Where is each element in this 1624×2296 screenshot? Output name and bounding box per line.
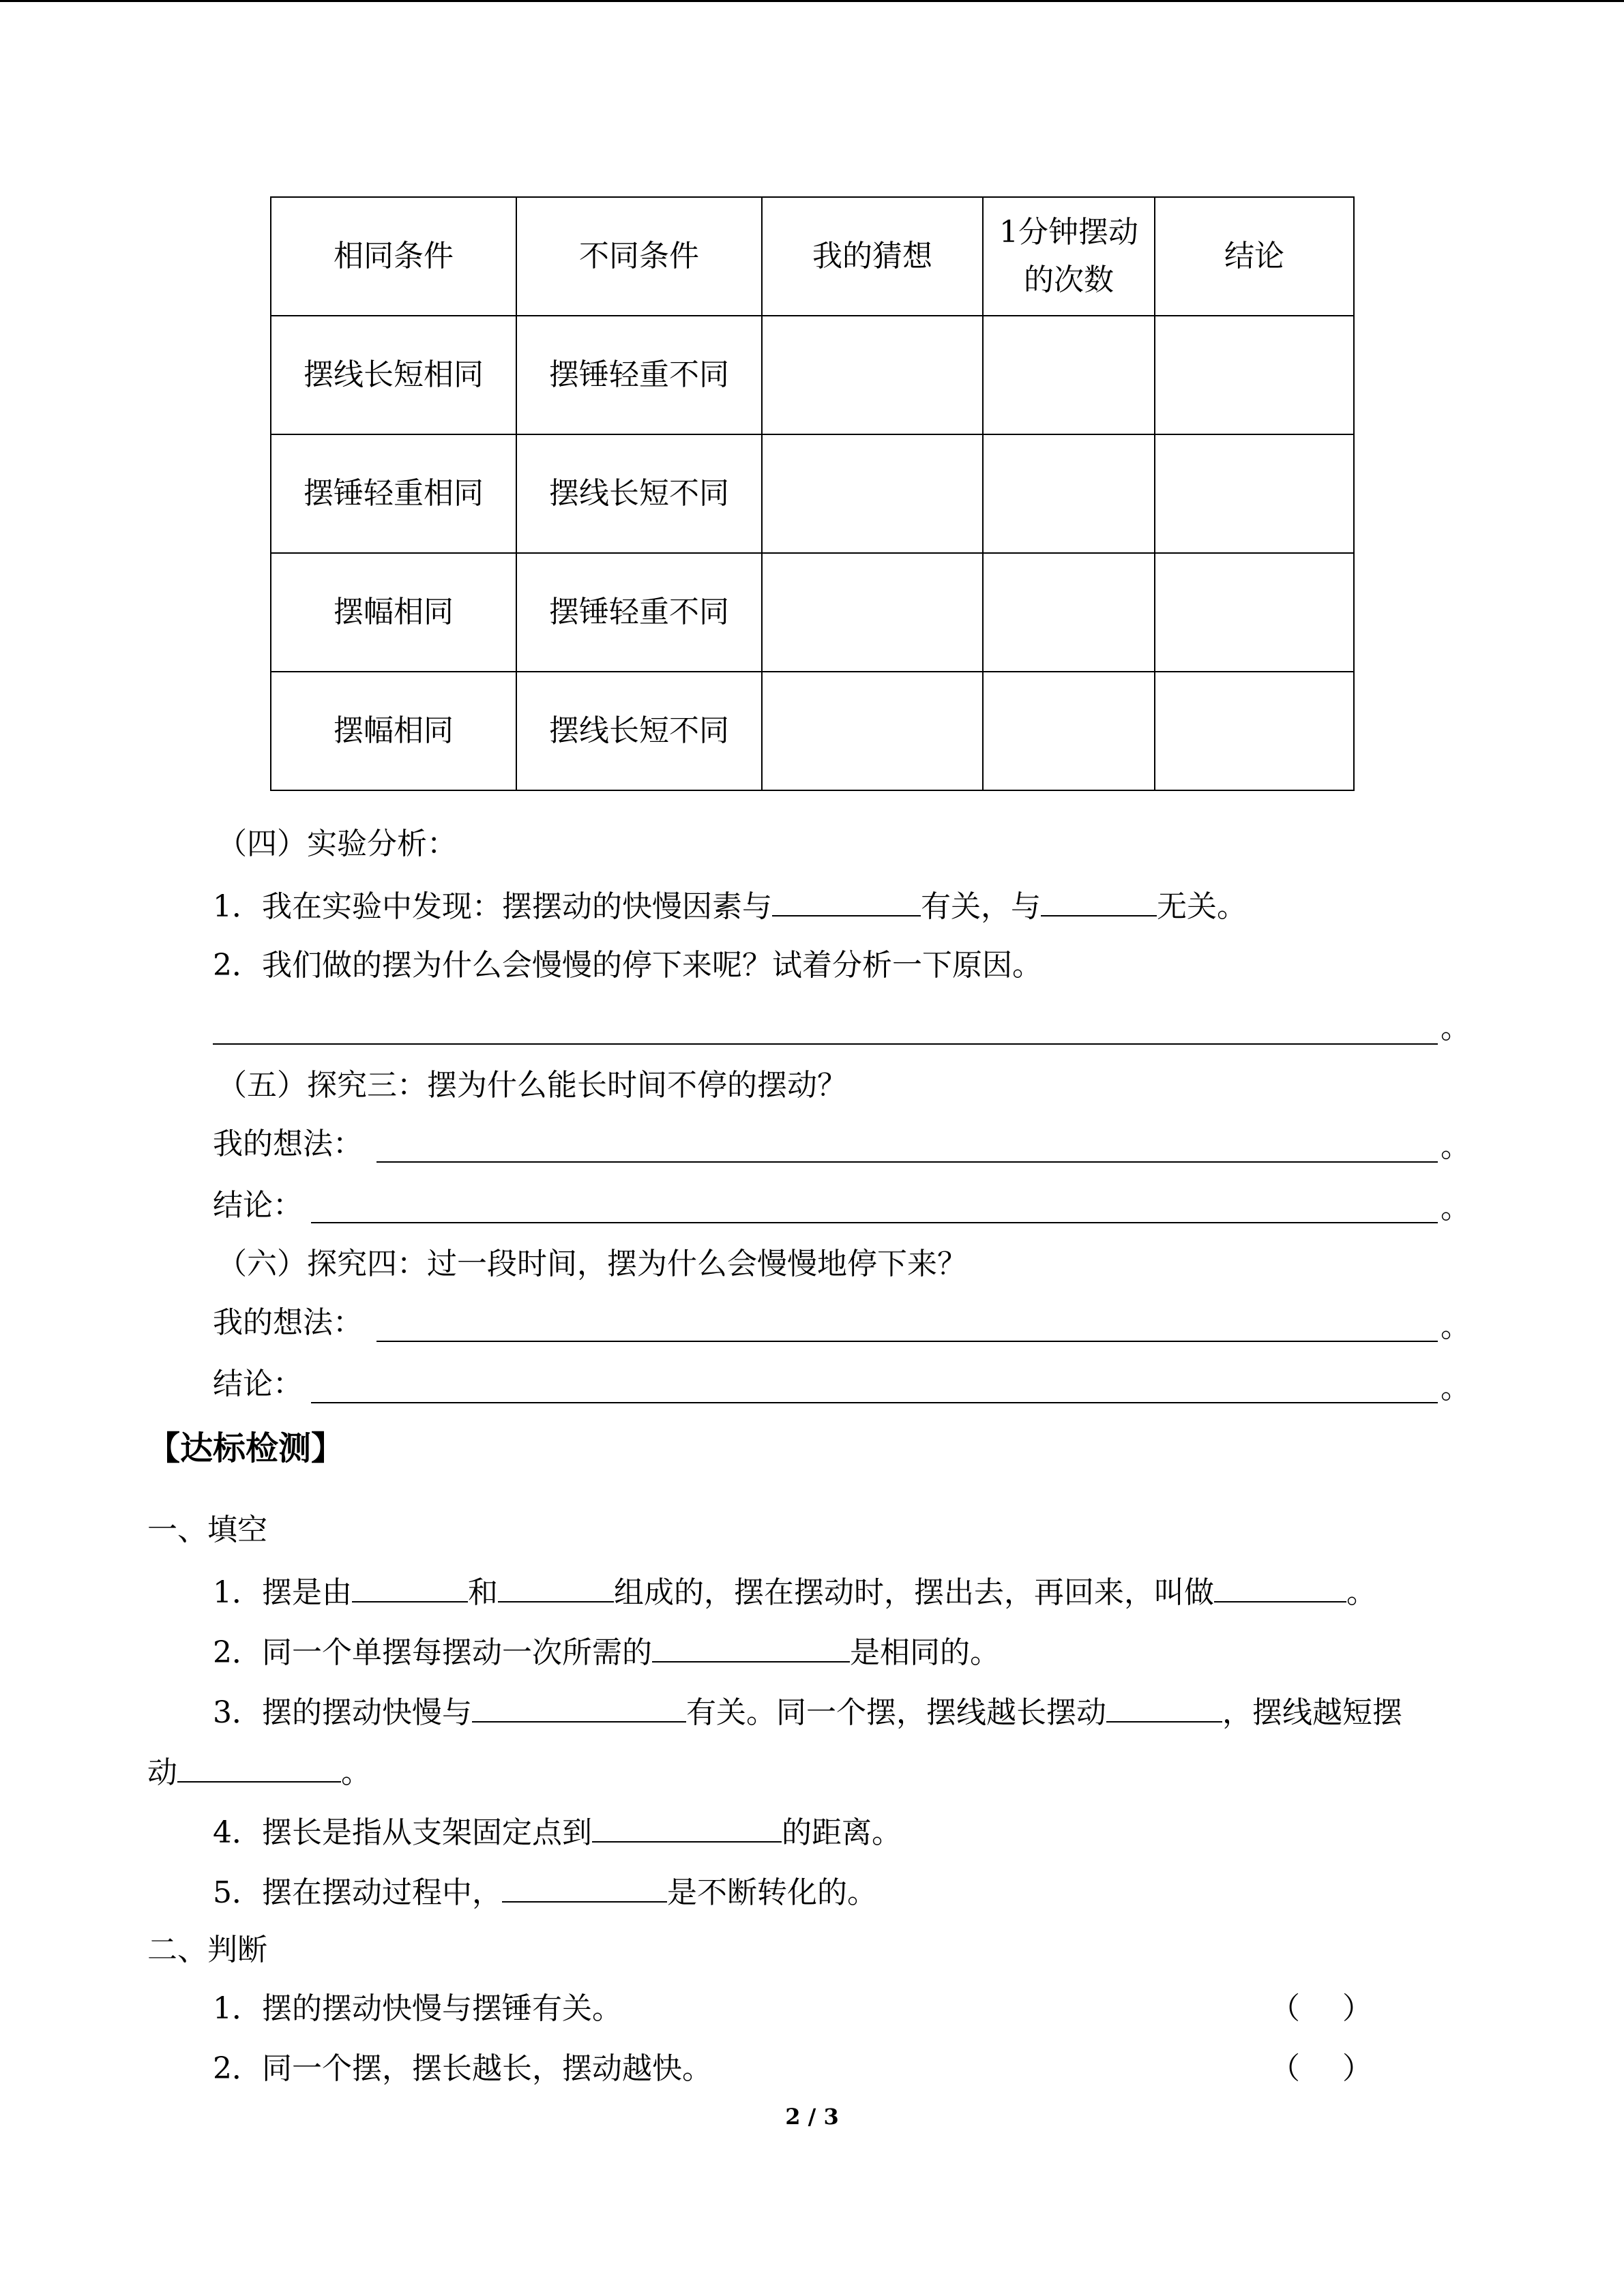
analysis-question-2: 2．我们做的摆为什么会慢慢的停下来呢？试着分析一下原因。 xyxy=(213,948,1042,983)
answer-blank[interactable] xyxy=(177,1750,341,1783)
inquiry3-idea-label: 我的想法： xyxy=(213,1127,363,1161)
table-cell: 摆幅相同 xyxy=(271,553,516,672)
fill-question-3-continued xyxy=(147,1750,371,1793)
table-cell[interactable] xyxy=(1155,672,1354,790)
judge-heading: 二、判断 xyxy=(147,1933,267,1967)
question-text: 4．摆长是指从支架固定点到 xyxy=(213,1815,592,1850)
table-cell: 摆线长短不同 xyxy=(516,672,762,790)
table-row xyxy=(271,316,1354,434)
question-text: 。 xyxy=(341,1755,371,1790)
table-cell: 摆幅相同 xyxy=(271,672,516,790)
answer-parentheses[interactable] xyxy=(1270,2048,1372,2089)
table-header: 不同条件 xyxy=(516,197,762,316)
table-cell[interactable] xyxy=(983,316,1155,434)
question-text: 3．摆的摆动快慢与 xyxy=(213,1695,472,1730)
table-header: 结论 xyxy=(1155,197,1354,316)
top-border xyxy=(0,0,1624,2)
answer-blank[interactable] xyxy=(352,1570,468,1602)
table-cell: 摆锤轻重相同 xyxy=(271,434,516,553)
table-cell[interactable] xyxy=(762,672,983,790)
question-text: 是不断转化的。 xyxy=(667,1875,877,1910)
table-cell[interactable] xyxy=(983,672,1155,790)
table-cell[interactable] xyxy=(1155,316,1354,434)
period: 。 xyxy=(1441,1309,1471,1344)
period: 。 xyxy=(1441,1371,1471,1405)
table-row xyxy=(271,553,1354,672)
period: 。 xyxy=(1441,1129,1471,1164)
answer-blank[interactable] xyxy=(592,1810,782,1843)
analysis-heading: （四）实验分析： xyxy=(217,826,457,861)
fill-question-1 xyxy=(213,1570,1376,1613)
inquiry4-conclusion-label: 结论： xyxy=(213,1367,303,1401)
question-text: 动 xyxy=(147,1755,177,1790)
analysis-question-1 xyxy=(213,884,1247,927)
question-text: 2．同一个单摆每摆动一次所需的 xyxy=(213,1635,652,1670)
experiment-table xyxy=(270,196,1355,791)
answer-parentheses[interactable] xyxy=(1270,1988,1372,2029)
table-header: 相同条件 xyxy=(271,197,516,316)
inquiry4-heading: （六）探究四：过一段时间，摆为什么会慢慢地停下来？ xyxy=(217,1247,967,1281)
table-cell[interactable] xyxy=(762,434,983,553)
question-text: 5．摆在摆动过程中， xyxy=(213,1875,502,1910)
inquiry3-heading: （五）探究三：摆为什么能长时间不停的摆动？ xyxy=(217,1068,847,1103)
answer-blank[interactable] xyxy=(1106,1690,1222,1723)
paren-open: （ xyxy=(1270,1991,1300,2026)
inquiry3-conclusion-label: 结论： xyxy=(213,1188,303,1223)
paren-close: ） xyxy=(1342,1991,1372,2026)
fill-heading: 一、填空 xyxy=(147,1512,267,1547)
page-number: 2 / 3 xyxy=(785,2104,839,2130)
answer-blank[interactable] xyxy=(1214,1570,1346,1602)
table-header-text: 1分钟摆动的次数 xyxy=(999,215,1138,297)
answer-blank[interactable] xyxy=(652,1630,850,1663)
table-cell: 摆线长短不同 xyxy=(516,434,762,553)
answer-line[interactable] xyxy=(377,1341,1438,1342)
question-text: 1．摆是由 xyxy=(213,1575,352,1610)
question-text: 的距离。 xyxy=(782,1815,902,1850)
paren-open: （ xyxy=(1270,2051,1300,2086)
question-text: 无关。 xyxy=(1157,889,1247,924)
question-text: 组成的，摆在摆动时，摆出去，再回来，叫做 xyxy=(614,1575,1214,1610)
paren-close: ） xyxy=(1342,2051,1372,2086)
answer-line[interactable] xyxy=(311,1222,1438,1223)
inquiry4-idea-label: 我的想法： xyxy=(213,1305,363,1340)
question-text: 1．我在实验中发现：摆摆动的快慢因素与 xyxy=(213,889,772,924)
table-cell[interactable] xyxy=(762,316,983,434)
table-cell: 摆锤轻重不同 xyxy=(516,316,762,434)
table-header: 我的猜想 xyxy=(762,197,983,316)
table-cell[interactable] xyxy=(1155,553,1354,672)
answer-blank[interactable] xyxy=(498,1570,614,1602)
table-row xyxy=(271,672,1354,790)
fill-question-4 xyxy=(213,1810,902,1853)
table-cell[interactable] xyxy=(1155,434,1354,553)
table-cell: 摆线长短相同 xyxy=(271,316,516,434)
question-text: ，摆线越短摆 xyxy=(1222,1695,1402,1730)
question-text: 和 xyxy=(468,1575,498,1610)
table-cell[interactable] xyxy=(762,553,983,672)
judge-question-1: 1．摆的摆动快慢与摆锤有关。 xyxy=(213,1991,622,2026)
period: 。 xyxy=(1441,1011,1471,1045)
period: 。 xyxy=(1441,1191,1471,1225)
question-text: 是相同的。 xyxy=(850,1635,1000,1670)
table-cell[interactable] xyxy=(983,434,1155,553)
answer-blank[interactable] xyxy=(1041,884,1157,916)
answer-blank[interactable] xyxy=(472,1690,686,1723)
answer-line[interactable] xyxy=(311,1402,1438,1403)
question-text: 。 xyxy=(1346,1575,1376,1610)
answer-line[interactable] xyxy=(213,1043,1438,1045)
question-text: 有关。同一个摆，摆线越长摆动 xyxy=(686,1695,1106,1730)
fill-question-5 xyxy=(213,1870,877,1913)
fill-question-3 xyxy=(213,1690,1402,1733)
fill-question-2 xyxy=(213,1630,1000,1673)
table-header-row xyxy=(271,197,1354,316)
answer-blank[interactable] xyxy=(772,884,921,916)
answer-blank[interactable] xyxy=(502,1870,667,1903)
question-text: 有关，与 xyxy=(921,889,1041,924)
table-cell: 摆锤轻重不同 xyxy=(516,553,762,672)
table-row xyxy=(271,434,1354,553)
table-cell[interactable] xyxy=(983,553,1155,672)
test-title: 【达标检测】 xyxy=(147,1429,344,1467)
judge-question-2: 2．同一个摆，摆长越长，摆动越快。 xyxy=(213,2051,712,2086)
table-header xyxy=(983,197,1155,316)
answer-line[interactable] xyxy=(377,1161,1438,1163)
